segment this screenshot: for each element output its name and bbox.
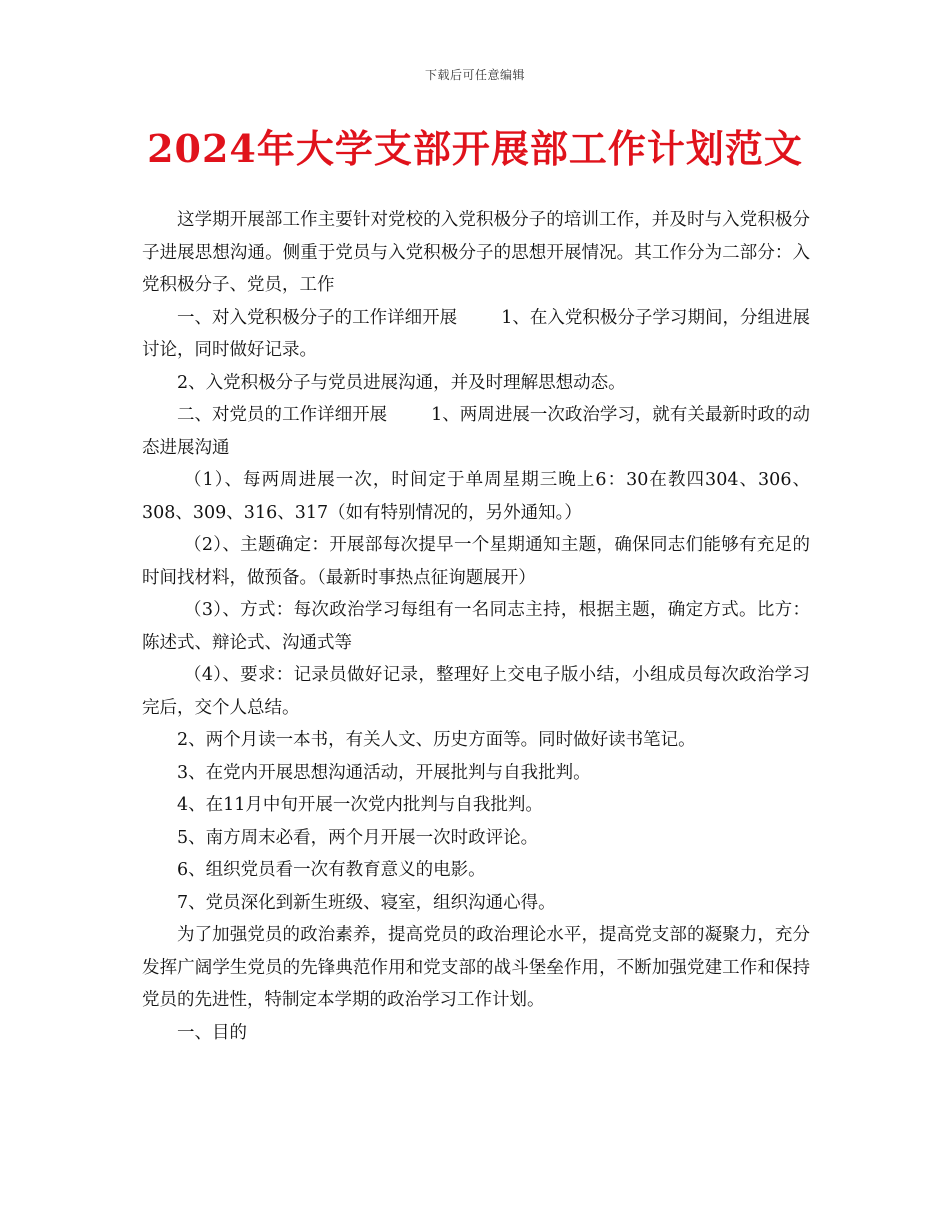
paragraph-study-plan: 为了加强党员的政治素养，提高党员的政治理论水平，提高党支部的凝聚力，充分发挥广阔学生党员的先锋典范作用和党支部的战斗堡垒作用，不断加强党建工作和保持党员的先进性，特制定本学期的政治学习工作计划。: [142, 925, 810, 1010]
item-political-study: 1、两周进展一次政治学习，就有关最新时政的动态进展沟通: [142, 405, 811, 458]
paragraph-item: 5、南方周末必看，两个月开展一次时政评论。: [177, 827, 539, 848]
paragraph-item: 6、组织党员看一次有教育意义的电影。: [177, 860, 486, 880]
paragraph-subitem: （1）、每两周进展一次，时间定于单周星期三晚上6：30在教四304、306、308、309、316、317（如有特别情况的，另外通知。）: [142, 470, 810, 523]
paragraph-section-one: [142, 302, 810, 367]
paragraph-item: 2、入党积极分子与党员进展沟通，并及时理解思想动态。: [177, 372, 626, 393]
section-heading-activists: 一、对入党积极分子的工作详细开展: [177, 307, 458, 328]
paragraph-intro: 这学期开展部工作主要针对党校的入党积极分子的培训工作，并及时与入党积极分子进展思想沟通。侧重于党员与入党积极分子的思想开展情况。其工作分为二部分：入党积极分子、党员，工作: [142, 210, 810, 295]
paragraph-item: 7、党员深化到新生班级、寝室，组织沟通心得。: [177, 892, 556, 913]
document-body: [142, 204, 810, 1049]
paragraph-item: 3、在党内开展思想沟通活动，开展批判与自我批判。: [177, 762, 591, 783]
document-title: 2024年大学支部开展部工作计划范文: [147, 126, 803, 171]
header-note: 下载后可任意编辑: [424, 68, 525, 82]
paragraph-item: 4、在11月中旬开展一次党内批判与自我批判。: [177, 795, 543, 815]
paragraph-subitem: （3）、方式：每次政治学习每组有一名同志主持，根据主题，确定方式。比方：陈述式、辩论式、沟通式等: [142, 600, 810, 653]
item-group-discussion: 1、在入党积极分子学习期间，分组进展讨论，同时做好记录。: [142, 307, 811, 360]
paragraph-section-two: [142, 399, 810, 464]
paragraph-item: 2、两个月读一本书，有关人文、历史方面等。同时做好读书笔记。: [177, 730, 696, 750]
paragraph-subitem: （2）、主题确定：开展部每次提早一个星期通知主题，确保同志们能够有充足的时间找材料，做预备。（最新时事热点征询题展开）: [142, 535, 810, 588]
section-heading-purpose: 一、目的: [177, 1022, 247, 1043]
section-heading-members: 二、对党员的工作详细开展: [177, 405, 388, 425]
paragraph-subitem: （4）、要求：记录员做好记录，整理好上交电子版小结，小组成员每次政治学习完后，交个人总结。: [142, 665, 810, 718]
